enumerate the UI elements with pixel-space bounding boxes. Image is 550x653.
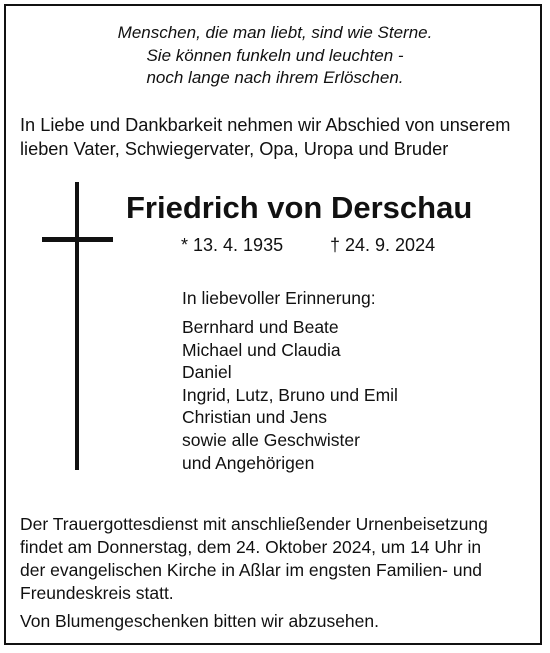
service-info [20, 513, 535, 605]
mourner-entry: Bernhard und Beate [182, 317, 339, 337]
intro-line: In Liebe und Dankbarkeit nehmen wir Abschied von unserem [20, 115, 511, 135]
poem-line: Sie können funkeln und leuchten - [146, 45, 404, 65]
service-line: Der Trauergottesdienst mit anschließender Urnenbeisetzung [20, 514, 488, 534]
mourner-entry: Ingrid, Lutz, Bruno und Emil [182, 384, 398, 405]
mourner-entry: Michael und Claudia [182, 339, 341, 360]
service-line: Freundeskreis statt. [20, 583, 174, 603]
service-line: findet am Donnerstag, dem 24. Oktober 2024, um 14 Uhr in [20, 537, 482, 557]
deceased-name: Friedrich von Derschau [126, 190, 473, 225]
service-line: der evangelischen Kirche in Aßlar im engsten Familien- und [20, 560, 483, 580]
mourner-entry: Christian und Jens [182, 407, 327, 428]
mourner-entry: sowie alle Geschwister [182, 429, 360, 450]
cross-icon [75, 182, 79, 470]
memory-label: In liebevoller Erinnerung: [182, 288, 376, 308]
death-date: † 24. 9. 2024 [330, 235, 436, 255]
birth-date: * 13. 4. 1935 [181, 235, 284, 255]
poem-line: Menschen, die man liebt, sind wie Sterne. [117, 23, 433, 42]
cross-icon-beam [42, 237, 113, 242]
mourners-list [182, 316, 398, 474]
poem [0, 22, 550, 90]
intro-line: lieben Vater, Schwiegervater, Opa, Uropa und Bruder [20, 139, 449, 159]
intro-text [20, 113, 535, 161]
mourner-entry: und Angehörigen [182, 452, 315, 473]
mourner-entry: Daniel [182, 362, 232, 383]
poem-line: noch lange nach ihrem Erlöschen. [146, 68, 404, 87]
flowers-note: Von Blumengeschenken bitten wir abzusehen. [20, 611, 379, 631]
